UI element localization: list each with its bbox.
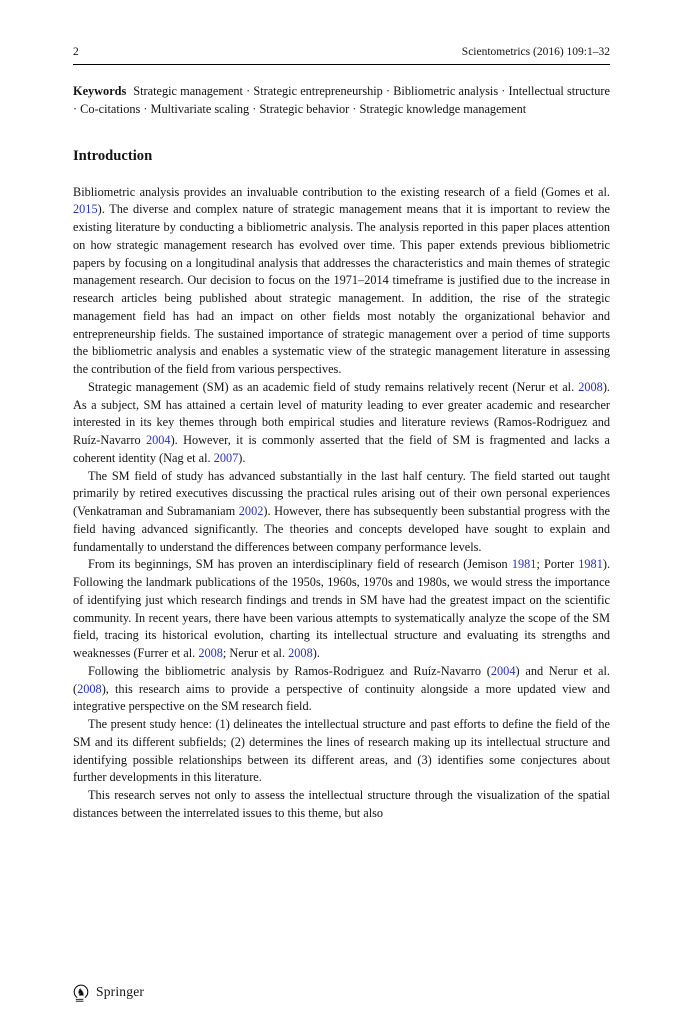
text-run: ). The diverse and complex nature of strategic management means that it is important to review the existing literature by conducting a bibliometric analysis. The analysis reported in this paper places attention on how strategic management research has evolved over time. This paper extends previous bibliometric papers by focusing on a longitudinal analysis that addresses the characteristics and main themes of strategic management research. Our decision to focus on the 1971–2014 timeframe is justified due to the increase in research articles being published about strategic management. In addition, the rise of the strategic management field has had an impact on other fields most notably the organizational behavior and entrepreneurship fields. The sustained importance of strategic management over a period of time supports the bibliometric analysis and enables a systematic view of the strategic management literature in assessing the contribution of the field from various perspectives. <box>73 202 610 376</box>
citation-link[interactable]: 2008 <box>198 646 223 660</box>
paragraph <box>73 556 610 663</box>
citation-link[interactable]: 2004 <box>145 433 171 447</box>
text-run: ) and Nerur et al. ( <box>73 663 610 696</box>
text-run: Strategic management (SM) as an academic field of study remains relatively recent (Nerur et al. <box>88 379 579 394</box>
text-run: ; Porter <box>536 557 579 572</box>
text-run: Following the bibliometric analysis by Ramos-Rodriguez and Ruíz-Navarro ( <box>88 663 491 678</box>
springer-knight-logo-icon <box>72 982 90 1002</box>
journal-reference: Scientometrics (2016) 109:1–32 <box>461 46 610 58</box>
paragraph <box>73 716 610 787</box>
citation-link[interactable]: 2002 <box>238 504 264 518</box>
svg-text:♞: ♞ <box>76 987 86 999</box>
citation-link[interactable]: 2015 <box>73 202 98 217</box>
page-number: 2 <box>73 46 79 58</box>
text-run: ). Following the landmark publications of the 1950s, 1960s, 1970s and 1980s, we would stress the importance of identifying just which research findings and trends in SM have had the greatest impact on the scientific community. In recent years, there have been various attempts to systematically analyze the scope of the SM field, tracing its historical evolution, charting its intellectual structure and evaluating its strengths and weaknesses (Furrer et al. <box>73 557 611 660</box>
paragraph <box>73 663 610 716</box>
citation-link[interactable]: 2008 <box>288 646 313 660</box>
paragraph <box>73 184 610 379</box>
section-heading: Introduction <box>73 147 153 164</box>
footer <box>72 982 144 1002</box>
citation-link[interactable]: 2004 <box>490 663 516 678</box>
article-body <box>73 184 610 823</box>
text-run: ), this research aims to provide a perspective of continuity alongside a more updated view and integrative perspective on the SM research field. <box>73 681 610 714</box>
text-run: ). However, it is commonly asserted that the field of SM is fragmented and lacks a coherent identity (Nag et al. <box>73 433 610 465</box>
paragraph <box>73 379 610 468</box>
text-run: Bibliometric analysis provides an invaluable contribution to the existing research of a field (Gomes et al. <box>73 184 610 199</box>
keywords-paragraph <box>73 83 610 119</box>
paragraph <box>73 787 610 823</box>
text-run: ; Nerur et al. <box>222 646 289 660</box>
text-run: ). However, there has subsequently been substantial progress with the field having advanced significantly. The theories and concepts developed have sought to explain and fundamentally to understand the differences between company performance levels. <box>73 504 610 554</box>
text-run: ). <box>312 646 320 660</box>
text-run: This research serves not only to assess the intellectual structure through the visualization of the spatial distances between the interrelated issues to this theme, but also <box>73 788 610 820</box>
citation-link[interactable]: 1981 <box>511 557 537 572</box>
text-run: ). As a subject, SM has attained a certain level of maturity leading to ever greater academic and researcher interested in its key themes through both empirical studies and literature reviews (Ramos-Rodriguez and Ruíz-Navarro <box>73 379 610 447</box>
publisher-name: Springer <box>96 984 145 999</box>
page-header <box>73 46 610 65</box>
paragraph <box>73 468 610 557</box>
citation-link[interactable]: 2007 <box>213 450 239 465</box>
text-run: From its beginnings, SM has proven an interdisciplinary field of research (Jemison <box>88 557 512 572</box>
citation-link[interactable]: 1981 <box>578 557 603 572</box>
text-run: The present study hence: (1) delineates the intellectual structure and past efforts to define the field of the SM and its different subfields; (2) determines the lines of research making up its intellectual structure and identifying possible relationships between its different areas, and (3) identifies some conjectures about further developments in this literature. <box>73 717 610 785</box>
text-run: The SM field of study has advanced substantially in the last half century. The field started out taught primarily by retired executives discussing the practical rules arising out of their own personal experiences (Venkatraman and Subramaniam <box>73 468 610 518</box>
text-run: Strategic management · Strategic entrepreneurship · Bibliometric analysis · Intellectual structure · Co-citations · Multivariate scaling · Strategic behavior · Strategic knowledge management <box>73 84 610 116</box>
citation-link[interactable]: 2008 <box>578 379 603 394</box>
text-run: ). <box>238 450 246 465</box>
page-content <box>73 46 610 823</box>
keywords-label: Keywords <box>73 84 127 98</box>
citation-link[interactable]: 2008 <box>77 681 102 696</box>
